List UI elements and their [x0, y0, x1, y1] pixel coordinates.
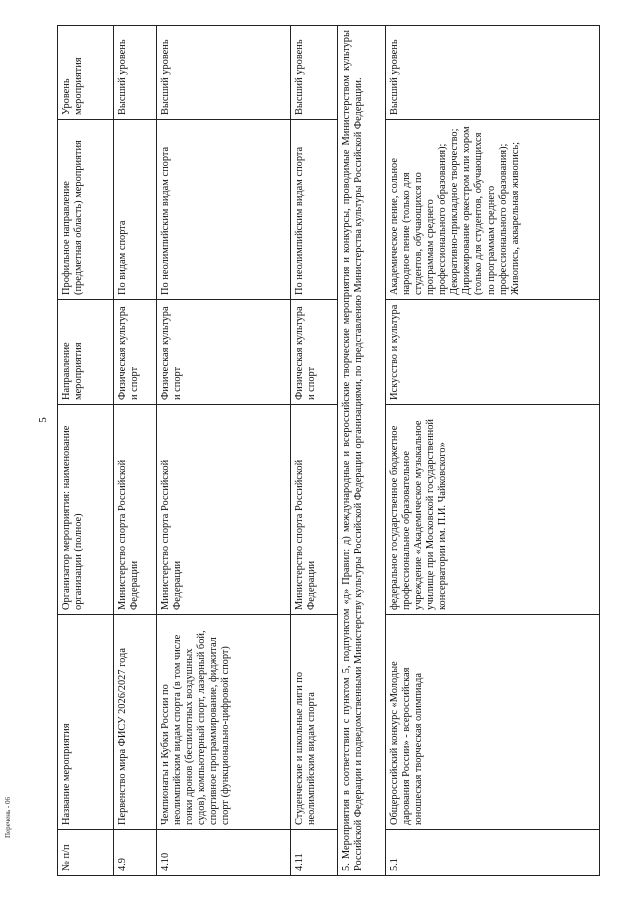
row-level: Высший уровень [114, 26, 157, 120]
table-row [114, 26, 157, 876]
footer-text: Перечень - 06 [4, 797, 12, 838]
row-profile: По видам спорта [114, 120, 157, 300]
header-direction: Направление мероприятия [58, 300, 114, 405]
row-name: Общероссийский конкурс «Молодые дарования России» - всероссийская юношеская творческая олимпиада [386, 615, 600, 830]
header-organizer: Организатор мероприятия: наименование организации (полное) [58, 405, 114, 615]
table-header-row [58, 26, 114, 876]
rotated-table-area [57, 26, 609, 876]
table-row [291, 26, 338, 876]
row-organizer: федеральное государственное бюджетное профессиональное образовательное учреждение «Академическое музыкальное училище при Московской государственной консерватории им. П.И. Чайковского» [386, 405, 600, 615]
table-row [386, 26, 600, 876]
row-profile: По неолимпийским видам спорта [291, 120, 338, 300]
row-level: Высший уровень [157, 26, 291, 120]
header-num: № п/п [58, 830, 114, 876]
row-name: Первенство мира ФИСУ 2026/2027 года [114, 615, 157, 830]
section-note-row [338, 26, 386, 876]
row-direction: Физическая культура и спорт [157, 300, 291, 405]
row-organizer: Министерство спорта Российской Федерации [157, 405, 291, 615]
row-name: Студенческие и школьные лиги по неолимпийским видам спорта [291, 615, 338, 830]
header-profile: Профильное направление (предметная область) мероприятия [58, 120, 114, 300]
row-num: 4.9 [114, 830, 157, 876]
header-name: Название мероприятия [58, 615, 114, 830]
row-organizer: Министерство спорта Российской Федерации [114, 405, 157, 615]
row-direction: Физическая культура и спорт [291, 300, 338, 405]
section-note: 5. Мероприятия в соответствии с пунктом 5, подпунктом «д» Правил: д) международные и всероссийские творческие мероприятия и конкурсы, проводимые Министерством культуры Российской Федерации и подведомственными Министерству культуры Российской Федерации организациями, по представлению Министерства культуры Российской Федерации. [338, 26, 386, 876]
row-direction: Физическая культура и спорт [114, 300, 157, 405]
row-num: 4.11 [291, 830, 338, 876]
row-direction: Искусство и культура [386, 300, 600, 405]
row-num: 4.10 [157, 830, 291, 876]
row-organizer: Министерство спорта Российской Федерации [291, 405, 338, 615]
row-level: Высший уровень [386, 26, 600, 120]
table-row [157, 26, 291, 876]
row-num: 5.1 [386, 830, 600, 876]
page-number: 5 [36, 417, 49, 423]
header-level: Уровень мероприятия [58, 26, 114, 120]
row-profile: По неолимпийским видам спорта [157, 120, 291, 300]
events-table [57, 25, 600, 876]
row-level: Высший уровень [291, 26, 338, 120]
row-profile: Академическое пение, сольное народное пение (только для студентов, обучающихся по программам среднего профессионального образования); Декоративно-прикладное творчество; Дирижирование оркестром или хором (только для студентов, обучающихся по программам среднего профессионального образования); Живопись, акварельная живопись; [386, 120, 600, 300]
row-name: Чемпионаты и Кубки России по неолимпийским видам спорта (в том числе гонки дронов (беспилотных воздушных судов), компьютерный спорт, лазерный бой, спортивное программирование, фиджитал спорт (функционально-цифровой спорт) [157, 615, 291, 830]
